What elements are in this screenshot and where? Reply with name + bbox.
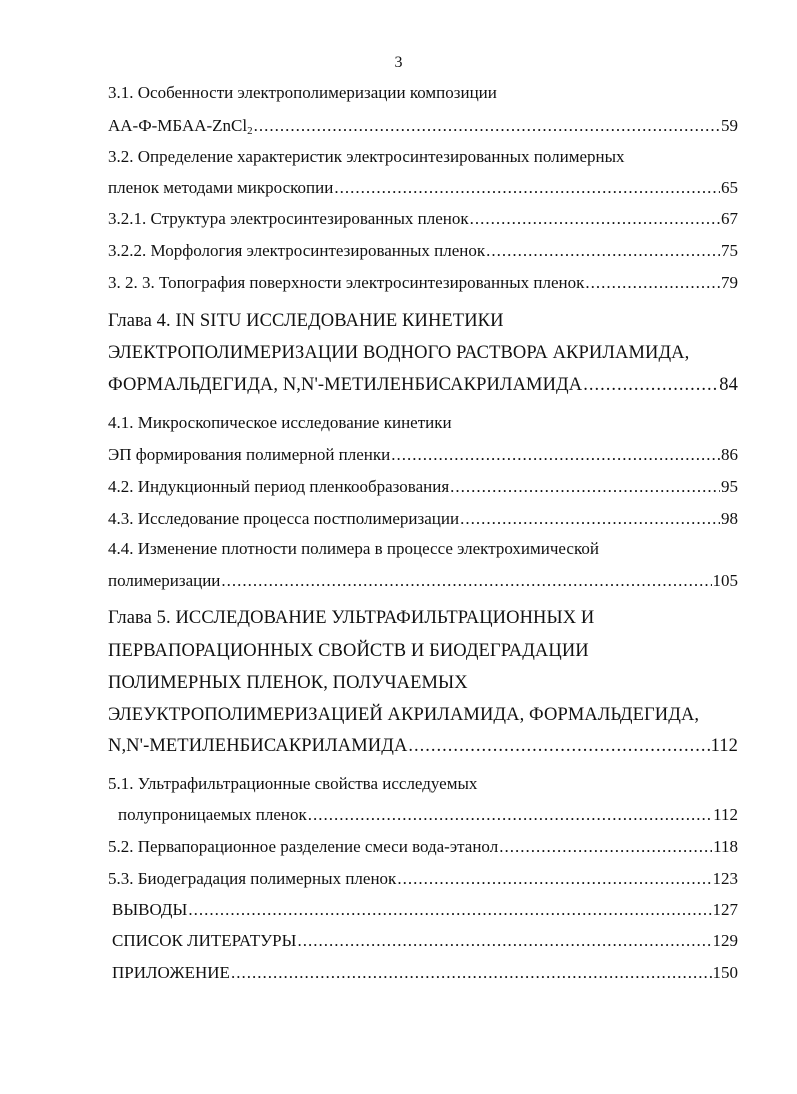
toc-line-3-2-title: 3.2. Определение характеристик электросинтезированных полимерных <box>108 147 625 166</box>
page-number: 3 <box>394 54 403 71</box>
toc-entry-conclusions[interactable] <box>112 899 738 921</box>
toc-entry-text: ЭП формирования полимерной пленки <box>108 445 391 464</box>
leader-dots <box>499 836 712 858</box>
toc-entry-4-4[interactable] <box>108 570 738 592</box>
toc-page-number: 67 <box>721 209 738 228</box>
toc-entry-text: 5.2. Первапорационное разделение смеси вода-этанол <box>108 837 499 856</box>
leader-dots <box>334 177 720 199</box>
leader-dots <box>486 240 720 262</box>
toc-line-4-1-title: 4.1. Микроскопическое исследование кинетики <box>108 413 452 432</box>
toc-entry-text: 4.2. Индукционный период пленкообразования <box>108 477 450 496</box>
toc-entry-3-2[interactable] <box>108 177 738 199</box>
toc-entry-text: ПРИЛОЖЕНИЕ <box>112 963 230 982</box>
toc-page-number: 79 <box>721 273 738 292</box>
toc-entry-text: полупроницаемых пленок <box>118 805 307 824</box>
toc-line-4-4-title: 4.4. Изменение плотности полимера в процессе электрохимической <box>108 539 599 558</box>
leader-dots <box>460 508 720 530</box>
subscript-2: 2 <box>247 125 253 137</box>
toc-page-number: 98 <box>721 509 738 528</box>
toc-entry-text: 3.2.1. Структура электросинтезированных пленок <box>108 209 469 228</box>
toc-line-3-1-title: 3.1. Особенности электрополимеризации композиции <box>108 83 497 102</box>
toc-page-number: 84 <box>719 375 738 395</box>
toc-entry-chapter-5[interactable] <box>108 735 738 757</box>
toc-entry-3-2-1[interactable] <box>108 208 738 230</box>
leader-dots <box>583 374 718 396</box>
toc-page-number: 123 <box>712 869 738 888</box>
toc-page-number: 127 <box>712 900 738 919</box>
toc-chapter-5-line-4: ЭЛЕУКТРОПОЛИМЕРИЗАЦИЕЙ АКРИЛАМИДА, ФОРМАЛЬДЕГИДА, <box>108 705 700 725</box>
toc-page-number: 75 <box>721 241 738 260</box>
toc-entry-appendix[interactable] <box>112 962 738 984</box>
leader-dots <box>231 962 712 984</box>
toc-entry-text: ФОРМАЛЬДЕГИДА, N,N'-МЕТИЛЕНБИСАКРИЛАМИДА <box>108 375 583 395</box>
leader-dots <box>297 930 711 952</box>
leader-dots <box>221 570 711 592</box>
leader-dots <box>188 899 711 921</box>
leader-dots <box>470 208 720 230</box>
toc-entry-text: 3. 2. 3. Топография поверхности электросинтезированных пленок <box>108 273 585 292</box>
toc-entry-text: 3.2.2. Морфология электросинтезированных пленок <box>108 241 486 260</box>
toc-page-number: 65 <box>721 178 738 197</box>
toc-entry-text: полимеризации <box>108 571 221 590</box>
toc-page-number: 112 <box>713 805 738 824</box>
toc-entry-3-1[interactable] <box>108 115 738 137</box>
toc-entry-4-2[interactable] <box>108 476 738 498</box>
toc-entry-4-1[interactable] <box>108 444 738 466</box>
leader-dots <box>308 804 712 826</box>
toc-chapter-5-line-1: Глава 5. ИССЛЕДОВАНИЕ УЛЬТРАФИЛЬТРАЦИОННЫХ И <box>108 608 595 628</box>
toc-entry-text: СПИСОК ЛИТЕРАТУРЫ <box>112 931 297 950</box>
toc-page-number: 95 <box>721 477 738 496</box>
toc-page-number: 129 <box>712 931 738 950</box>
leader-dots <box>408 735 709 757</box>
toc-entry-text: 4.3. Исследование процесса постполимеризации <box>108 509 460 528</box>
toc-entry-text: АА-Ф-МБАА-ZnCl$_2$ <box>108 116 253 137</box>
toc-chapter-4-line-2: ЭЛЕКТРОПОЛИМЕРИЗАЦИИ ВОДНОГО РАСТВОРА АКРИЛАМИДА, <box>108 343 690 363</box>
toc-entry-references[interactable] <box>112 930 738 952</box>
toc-entry-text: ВЫВОДЫ <box>112 900 188 919</box>
toc-entry-3-2-3[interactable] <box>108 272 738 294</box>
toc-page-number: 59 <box>721 116 738 135</box>
toc-entry-chapter-4[interactable] <box>108 374 738 396</box>
toc-chapter-5-line-2: ПЕРВАПОРАЦИОННЫХ СВОЙСТВ И БИОДЕГРАДАЦИИ <box>108 641 589 661</box>
toc-entry-4-3[interactable] <box>108 508 738 530</box>
leader-dots <box>254 115 720 137</box>
toc-page-number: 112 <box>710 736 738 756</box>
toc-chapter-4-line-1: Глава 4. IN SITU ИССЛЕДОВАНИЕ КИНЕТИКИ <box>108 311 504 331</box>
toc-page-number: 86 <box>721 445 738 464</box>
toc-entry-5-1[interactable] <box>118 804 738 826</box>
leader-dots <box>585 272 720 294</box>
toc-entry-3-2-2[interactable] <box>108 240 738 262</box>
toc-entry-text: 5.3. Биодеградация полимерных пленок <box>108 869 397 888</box>
toc-page-number: 150 <box>712 963 738 982</box>
toc-entry-text: пленок методами микроскопии <box>108 178 334 197</box>
leader-dots <box>397 868 711 890</box>
toc-entry-text: N,N'-МЕТИЛЕНБИСАКРИЛАМИДА <box>108 736 408 756</box>
toc-entry-5-2[interactable] <box>108 836 738 858</box>
leader-dots <box>391 444 720 466</box>
toc-chapter-5-line-3: ПОЛИМЕРНЫХ ПЛЕНОК, ПОЛУЧАЕМЫХ <box>108 673 468 693</box>
toc-line-5-1-title: 5.1. Ультрафильтрационные свойства исследуемых <box>108 774 478 793</box>
leader-dots <box>450 476 720 498</box>
toc-page-number: 118 <box>713 837 738 856</box>
toc-entry-5-3[interactable] <box>108 868 738 890</box>
toc-page-number: 105 <box>712 571 738 590</box>
